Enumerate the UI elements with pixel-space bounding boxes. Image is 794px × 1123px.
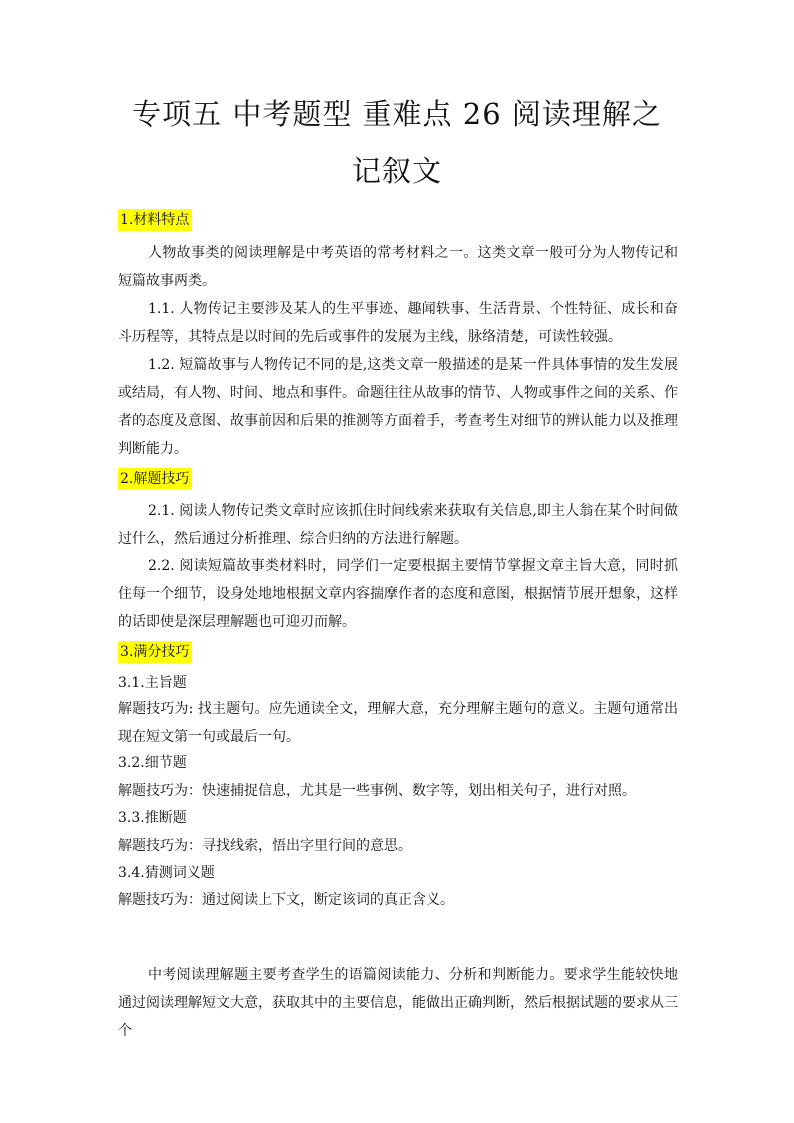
section1-item1: 1.1. 人物传记主要涉及某人的生平事迹、趣闻轶事、生活背景、个性特征、成长和奋斗历程等，其特点是以时间的先后或事件的发展为主线，脉络清楚，可读性较强。 [118, 301, 678, 345]
closing-paragraph: 中考阅读理解题主要考查学生的语篇阅读能力、分析和判断能力。要求学生能较快地通过阅读理解短文大意，获取其中的主要信息，能做出正确判断，然后根据试题的要求从三个 [118, 967, 678, 1039]
section3-subtitle-2: 3.2.细节题 [118, 755, 187, 771]
section1-item2: 1.2. 短篇故事与人物传记不同的是,这类文章一般描述的是某一件具体事情的发生发展或结局，有人物、时间、地点和事件。命题往往从故事的情节、人物或事件之间的关系、作者的态度及意图、故事前因和后果的推测等方面着手，考查考生对细节的辨认能力以及推理判断能力。 [118, 357, 678, 457]
section3-heading-text: 3.满分技巧 [118, 641, 192, 663]
section1-intro: 人物故事类的阅读理解是中考英语的常考材料之一。这类文章一般可分为人物传记和短篇故事两类。 [118, 245, 678, 289]
section3-desc-4: 解题技巧为：通过阅读上下文，断定该词的真正含义。 [118, 892, 454, 908]
section3-subtitle-3: 3.3.推断题 [118, 810, 187, 826]
section3-subtitle-4: 3.4.猜测词义题 [118, 865, 215, 881]
section2-heading [118, 468, 192, 490]
section3-subtitle-1: 3.1.主旨题 [118, 675, 187, 691]
doc-title-line2: 记叙文 [351, 154, 442, 188]
section3-desc-1: 解题技巧为: 找主题句。应先通读全文，理解大意，充分理解主题句的意义。主题句通常出现在短文第一句或最后一句。 [118, 701, 678, 745]
section2-item1: 2.1. 阅读人物传记类文章时应该抓住时间线索来获取有关信息,即主人翁在某个时间做过什么，然后通过分析推理、综合归纳的方法进行解题。 [118, 503, 678, 547]
section3-desc-2: 解题技巧为：快速捕捉信息，尤其是一些事例、数字等，划出相关句子，进行对照。 [118, 783, 636, 799]
doc-title-line1: 专项五 中考题型 重难点 26 阅读理解之 [132, 97, 662, 131]
section2-item2: 2.2. 阅读短篇故事类材料时，同学们一定要根据主要情节掌握文章主旨大意，同时抓住每一个细节，设身处地地根据文章内容揣摩作者的态度和意图，根据情节展开想象，这样的话即使是深层理解题也可迎刃而解。 [118, 558, 678, 630]
section2-heading-text: 2.解题技巧 [118, 468, 192, 490]
section1-heading [118, 209, 192, 231]
section3-desc-3: 解题技巧为：寻找线索，悟出字里行间的意思。 [118, 838, 412, 854]
section1-heading-text: 1.材料特点 [118, 209, 192, 231]
section3-heading [118, 641, 192, 663]
